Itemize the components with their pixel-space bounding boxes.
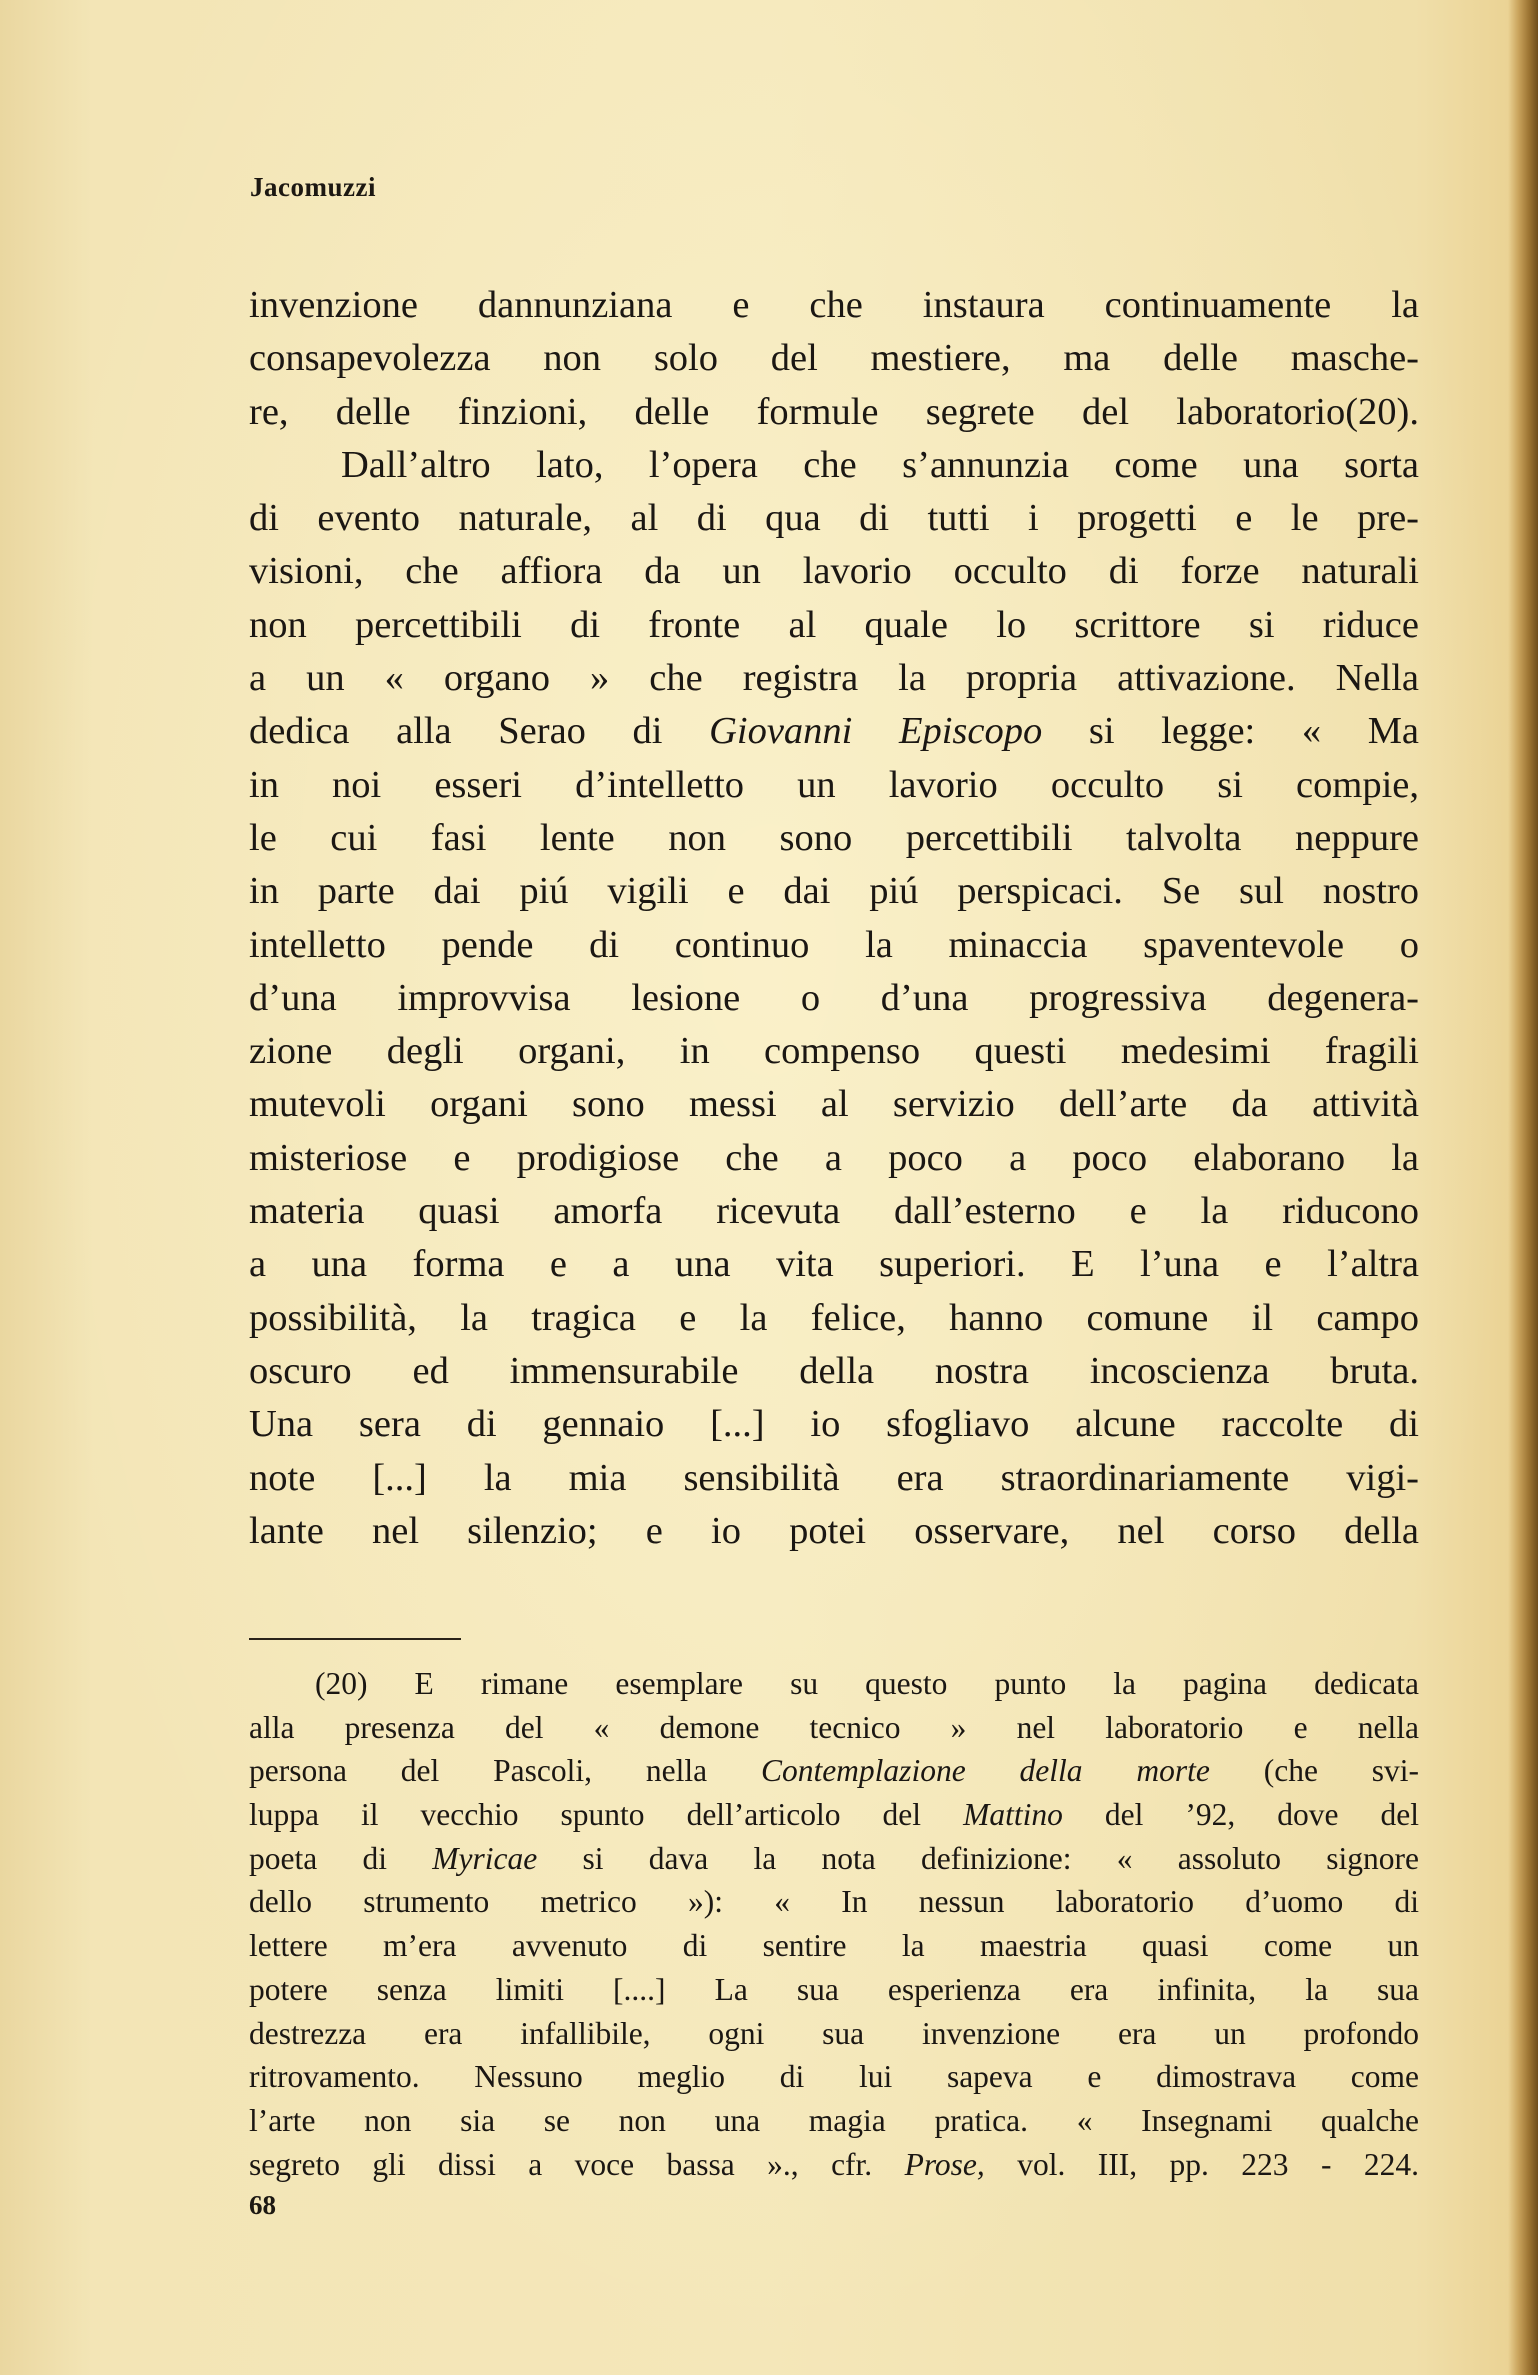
footnote-line: alla presenza del « demone tecnico » nel laboratorio e nella [249,1709,1419,1745]
footnote-line [249,1749,1419,1793]
text-segment: poeta di [249,1840,387,1876]
text-line: a un « organo » che registra la propria attivazione. Nella [249,657,1419,700]
footnote-divider [249,1638,461,1640]
footnote [249,1662,1419,2186]
text-line: invenzione dannunziana e che instaura continuamente la [249,284,1419,326]
text-line: zione degli organi, in compenso questi medesimi fragili [249,1030,1419,1073]
text-segment: persona del Pascoli, nella [249,1753,708,1789]
italic-title: Contemplazione della morte [760,1753,1210,1789]
footnote-line [249,1793,1419,1837]
text-line: lante nel silenzio; e io potei osservare, nel corso della [249,1509,1419,1552]
text-line: le cui fasi lente non sono percettibili talvolta neppure [249,816,1419,859]
page-number: 68 [249,2190,276,2220]
text-line: oscuro ed immensurabile della nostra incoscienza bruta. [249,1349,1419,1392]
footnote-line: dello strumento metrico »): « In nessun laboratorio d’uomo di [249,1884,1419,1920]
text-line: non percettibili di fronte al quale lo scrittore si riduce [249,603,1419,646]
body-text [249,279,1419,1558]
footnote-line [249,2143,1419,2187]
text-line: visioni, che affiora da un lavorio occulto di forze naturali [249,550,1419,593]
footnote-line: lettere m’era avvenuto di sentire la maestria quasi come un [249,1928,1419,1964]
text-segment: dedica alla Serao di [249,710,663,753]
text-line: d’una improvvisa lesione o d’una progressiva degenera- [249,976,1419,1019]
text-line: in noi esseri d’intelletto un lavorio occulto si compie, [249,763,1419,806]
running-head: Jacomuzzi [250,172,376,202]
text-line: di evento naturale, al di qua di tutti i progetti e le pre- [249,497,1419,540]
text-segment: segreto gli dissi a voce bassa »., cfr. [249,2146,873,2182]
footnote-line: (20) E rimane esemplare su questo punto la pagina dedicata [315,1666,1419,1701]
footnote-line: potere senza limiti [....] La sua esperienza era infinita, la sua [249,1971,1419,2007]
text-line: consapevolezza non solo del mestiere, ma delle masche- [249,337,1419,380]
text-segment: vol. III, pp. 223 - 224. [1017,2146,1420,2182]
text-line: in parte dai piú vigili e dai piú perspicaci. Se sul nostro [249,870,1419,913]
text-line: re, delle finzioni, delle formule segrete del laboratorio(20). [249,390,1419,433]
footnote-line: destrezza era infallibile, ogni sua invenzione era un profondo [249,2015,1419,2051]
text-segment: si legge: « Ma [1088,710,1420,753]
text-segment: del ’92, dove del [1104,1797,1420,1833]
text-line: a una forma e a una vita superiori. E l’una e l’altra [249,1243,1419,1286]
text-line: note [...] la mia sensibilità era straordinariamente vigi- [249,1456,1419,1499]
footnote-line: ritrovamento. Nessuno meglio di lui sapeva e dimostrava come [249,2059,1419,2095]
italic-title: Myricae [432,1840,538,1876]
text-line: misteriose e prodigiose che a poco a poco elaborano la [249,1136,1419,1179]
page-edge-shadow [1508,0,1538,2375]
text-line: possibilità, la tragica e la felice, hanno comune il campo [249,1296,1419,1339]
italic-title: Prose, [904,2146,985,2182]
text-line [249,705,1419,758]
text-line: mutevoli organi sono messi al servizio dell’arte da attività [249,1083,1419,1126]
text-line: Una sera di gennaio [...] io sfogliavo alcune raccolte di [249,1403,1419,1446]
italic-title: Mattino [963,1797,1063,1833]
italic-title: Giovanni Episcopo [709,710,1043,753]
text-line: materia quasi amorfa ricevuta dall’esterno e la riducono [249,1190,1419,1233]
text-segment: luppa il vecchio spunto dell’articolo del [249,1797,922,1833]
text-segment: si dava la nota definizione: « assoluto signore [582,1840,1420,1876]
footnote-line: l’arte non sia se non una magia pratica. « Insegnami qualche [249,2102,1419,2138]
footnote-line [249,1837,1419,1881]
text-line: Dall’altro lato, l’opera che s’annunzia come una sorta [341,443,1419,486]
text-segment: (che svi- [1263,1753,1420,1789]
text-line: intelletto pende di continuo la minaccia spaventevole o [249,923,1419,966]
